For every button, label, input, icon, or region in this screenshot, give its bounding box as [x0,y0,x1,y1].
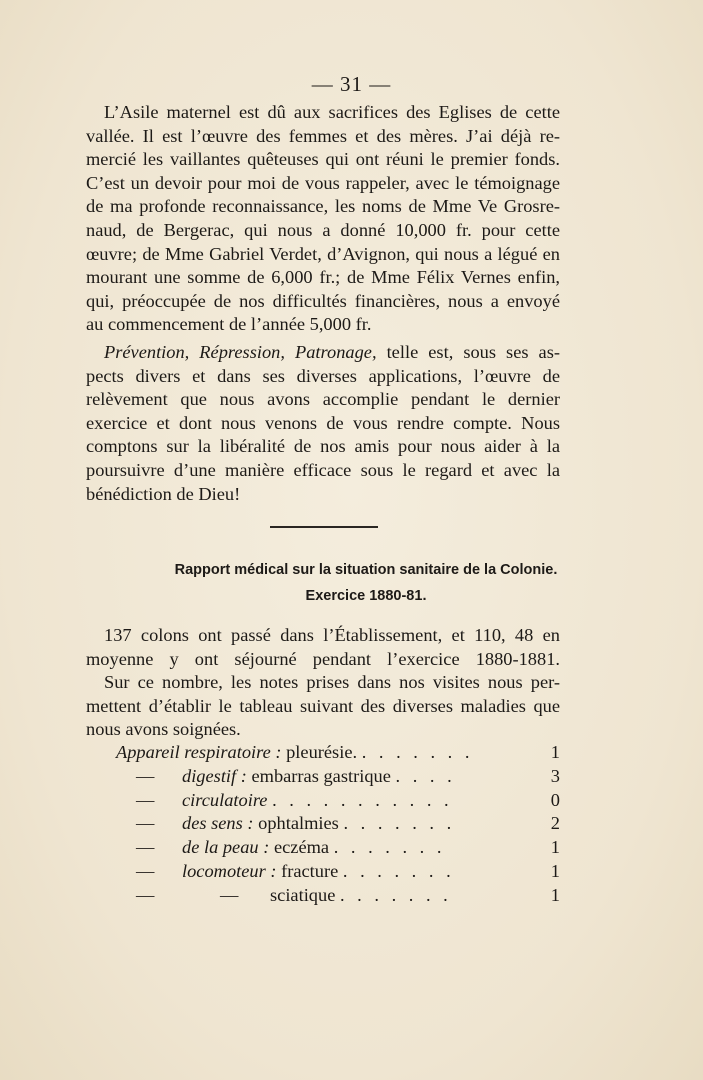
text-line: mourant une somme de 6,000 fr.; de Mme Félix Vernes enfin, [86,267,560,288]
leader-dots: . . . . . . . [342,860,455,881]
text-line: exercice et dont nous venons de vous rendre compte. Nous [86,412,560,433]
leader-dots: . . . . . . . [333,837,446,858]
case-count: 1 [550,837,560,858]
text-line: qui, préoccupée de nos difficultés financières, nous a envoyé [86,290,560,311]
text-line: de ma profonde reconnaissance, les noms de Mme Ve Grosre- [86,196,560,217]
row-entry [270,884,452,908]
system-label: locomoteur : [182,860,277,881]
text-line: vallée. Il est l’œuvre des femmes et des mères. J’ai déjà re- [86,125,560,146]
text-line: au commencement de l’année 5,000 fr. [86,314,372,335]
ditto-dash: — [136,789,155,810]
disease-label: pleurésie. [286,742,358,762]
text-line: mettent d’établir le tableau suivant des diverses maladies que [86,695,560,716]
text-line: bénédiction de Dieu! [86,483,241,504]
text-line: comptons sur la libéralité de nos amis pour nous aider à la [86,436,560,457]
row-entry [182,812,455,836]
disease-label: eczéma [273,837,330,858]
section-title: Rapport médical sur la situation sanitaire de la Colonie. [174,562,558,578]
text-line: nous avons soignées. [86,719,241,740]
italic-lead: Prévention, Répression, Patronage, [104,342,377,362]
paragraph-prevention [86,341,560,506]
system-label: digestif : [182,765,247,786]
ditto-dash: — [136,813,155,834]
section-subtitle: Exercice 1880-81. [305,588,427,604]
case-count: 1 [550,860,560,881]
paragraph-asile [86,101,560,337]
leader-dots: . . . . . . . [339,884,452,905]
text-line: L’Asile maternel est dû aux sacrifices des Eglises de cette [104,102,560,122]
table-row [86,860,560,884]
system-label: de la peau : [182,837,270,858]
row-entry [182,836,445,860]
system-label: Appareil respiratoire : [116,742,282,762]
ditto-dash: — [136,765,155,786]
text-fragment: telle est, sous ses as- [376,342,561,362]
section-divider [270,526,378,528]
leader-dots: . . . . . . . [361,742,474,762]
text-line: Sur ce nombre, les notes prises dans nos visites nous per- [104,672,560,693]
ditto-dash: — [220,884,239,905]
table-row [86,884,560,908]
disease-label: embarras gastrique [251,765,391,786]
disease-label: fracture [281,860,339,881]
page-number: — 31 — [311,72,392,96]
leader-dots: . . . . . . . . . . . [272,789,453,810]
text-line: relèvement que nous avons accomplie pendant le dernier [86,389,560,410]
system-label: des sens : [182,813,254,834]
case-count: 2 [550,813,560,834]
text-line: œuvre; de Mme Gabriel Verdet, d’Avignon, qui nous a légué en [86,243,560,264]
row-entry [182,765,456,789]
case-count: 1 [550,884,560,905]
text-line: mercié les vaillantes quêteuses qui ont réuni le premier fonds. [86,149,560,170]
case-count: 3 [550,765,560,786]
table-row [86,789,560,813]
ditto-dash: — [136,837,155,858]
table-row [86,836,560,860]
leader-dots: . . . . [395,765,456,786]
row-entry [182,789,453,813]
row-entry [182,860,455,884]
text-line [86,341,560,365]
row-entry [116,741,473,765]
text-line: poursuivre d’une manière efficace sous le regard et avec la [86,459,560,480]
leader-dots: . . . . . . . [343,813,456,834]
table-row [86,741,560,765]
text-line: naud, de Bergerac, qui nous a donné 10,000 fr. pour cette [86,219,560,240]
text-line: C’est un devoir pour moi de vous rappeler, avec le témoignage [86,172,560,193]
disease-label: ophtalmies [258,813,339,834]
ditto-dash: — [136,884,155,905]
case-count: 0 [550,789,560,810]
text-line: moyenne y ont séjourné pendant l’exercice 1880-1881. [86,648,560,669]
text-line: pects divers et dans ses diverses applications, l’œuvre de [86,365,560,386]
ditto-dash: — [136,860,155,881]
disease-table [86,741,560,908]
case-count: 1 [550,742,560,762]
table-row [86,765,560,789]
table-row [86,812,560,836]
text-line: 137 colons ont passé dans l’Établissement, et 110, 48 en [104,625,560,645]
paragraph-colons [86,624,560,742]
disease-label: sciatique [270,884,336,905]
system-label: circulatoire [182,789,268,810]
